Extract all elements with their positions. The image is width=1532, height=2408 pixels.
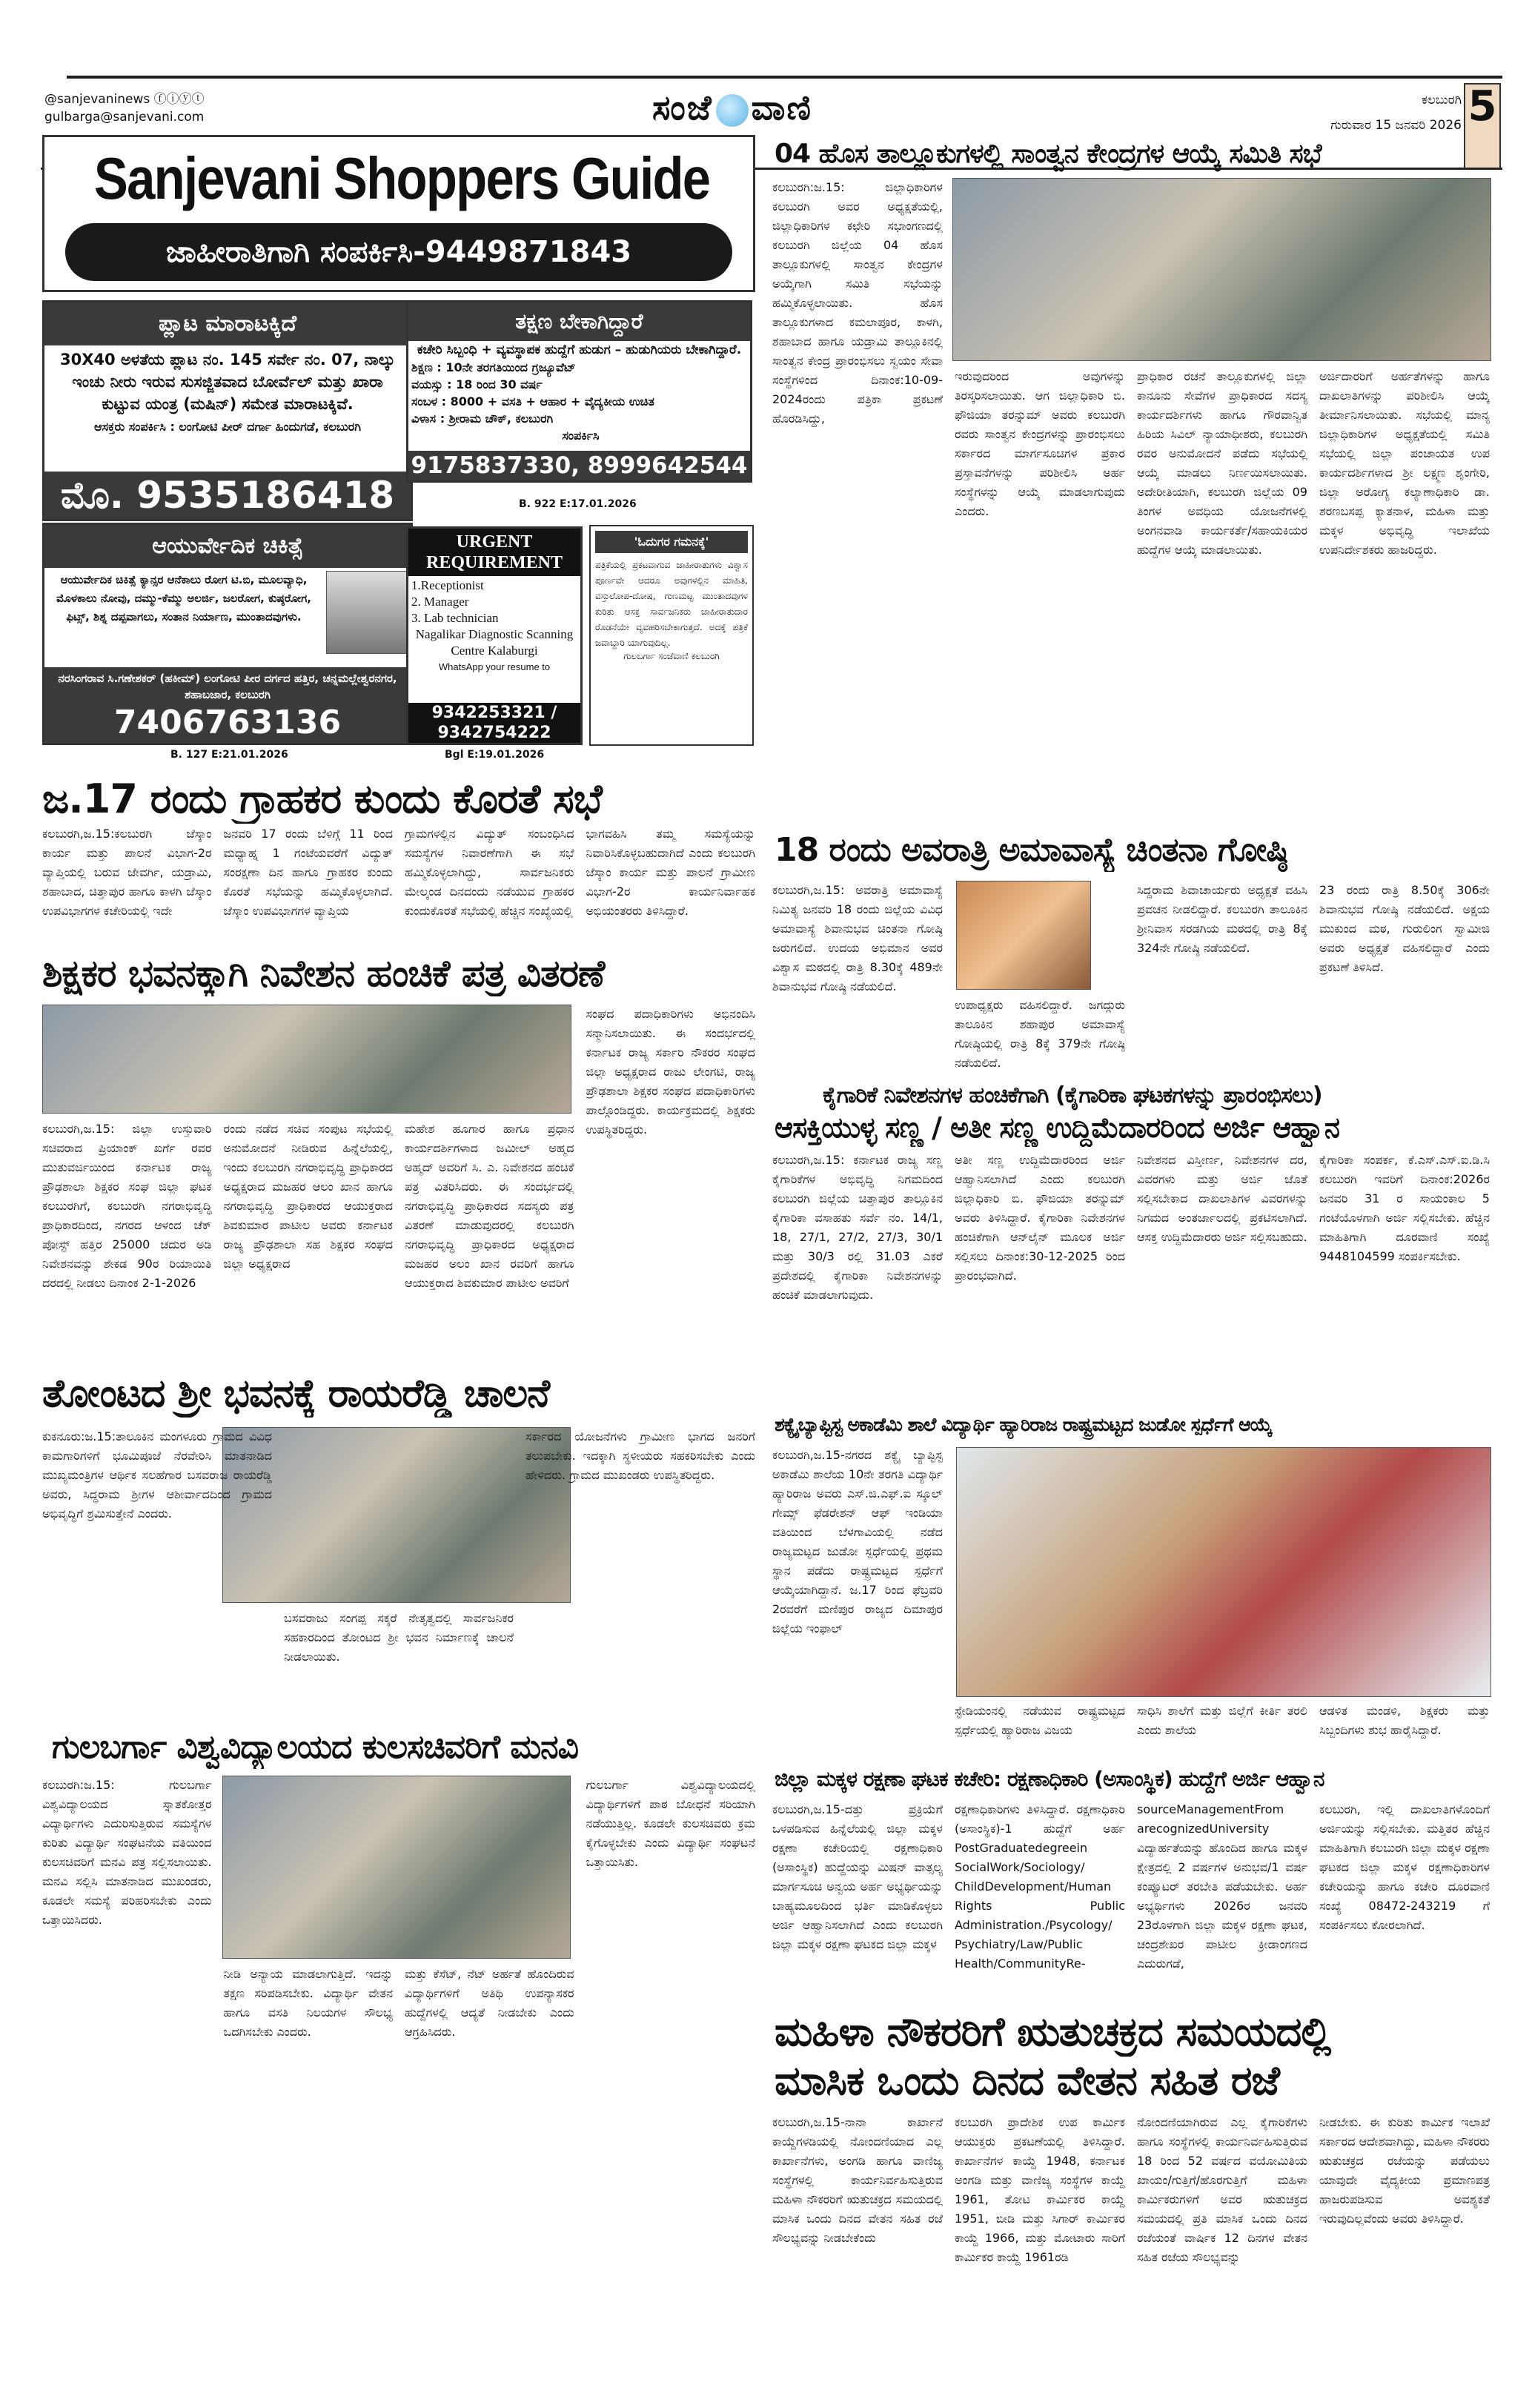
article-column: ಅರ್ಜಿದಾರರಿಗೆ ಅರ್ಹತೆಗಳನ್ನು ಹಾಗೂ ದಾಖಲಾತಿಗಳನ್ನು ಪರಿಶೀಲಿಸಿ ಆಯ್ಕೆ ತೀರ್ಮಾನಿಸಲಾಯಿತು. ಸಭೆಯಲ್ಲಿ ಮಾನ್ಯ ಜಿಲ್ಲಾಧಿಕಾರಿಗಳ ಅಧ್ಯಕ್ಷತೆಯಲ್ಲಿ ಸಮಿತಿ ಸಭೆಯಲ್ಲಿ ಜಿಲ್ಲಾ ಪಂಚಾಯತ ಉಪ ಕಾರ್ಯದರ್ಶಿಗಳಾದ ಶ್ರೀ ಲಕ್ಷ್ಮಣ ಶೃಂಗೇರಿ, ಜಿಲ್ಲಾ ಅರೋಗ್ಯ ಕಲ್ಯಾಣಾಧಿಕಾರಿ ಡಾ. ಶರಣಬಸಪ್ಪ ಕ್ಯಾತನಾಳ, ಮಹಿಳಾ ಮತ್ತು ಮಕ್ಕಳ ಅಭಿವೃದ್ಧಿ ಇಲಾಖೆಯ ಉಪನಿರ್ದೇಶಕರು ಹಾಜರಿದ್ದರು. — [1319, 369, 1490, 557]
headline: ಶಿಕ್ಷಕರ ಭವನಕ್ಕಾಗಿ ನಿವೇಶನ ಹಂಚಿಕೆ ಪತ್ರ ವಿತರಣೆ — [42, 952, 605, 995]
article-column: ಮತ್ತು ಕೆಸೆಟ್, ನೆಟ್ ಅರ್ಹತೆ ಹೊಂದಿರುವ ವಿದ್ಯಾರ್ಥಿಗಳಿಗೆ ಅತಿಥಿ ಉಪನ್ಯಾಸಕರ ಹುದ್ದೆಗಳಲ್ಲಿ ಆದ್ಯತೆ ನೀಡಬೇಕು ಎಂದು ಆಗ್ರಹಿಸಿದರು. — [405, 1967, 574, 2039]
article-column: ಸರ್ಕಾರದ ಯೋಜನೆಗಳು ಗ್ರಾಮೀಣ ಭಾಗದ ಜನರಿಗೆ ತಲುಪಬೇಕು. ಇದಕ್ಕಾಗಿ ಸ್ಥಳೀಯರು ಸಹಕರಿಸಬೇಕು ಎಂದು ಹೇಳಿದರು. ಗ್ರಾಮದ ಮುಖಂಡರು ಉಪಸ್ಥಿತರಿದ್ದರು. — [525, 1429, 755, 1482]
article-column: ಕಲಬುರಗಿ,ಜ.15:ಕಲಬುರಗಿ ಜೆಸ್ಕಾಂ ಕಾರ್ಯ ಮತ್ತು ಪಾಲನೆ ವಿಭಾಗ-2ರ ವ್ಯಾಪ್ತಿಯಲ್ಲಿ ಬರುವ ಜೇವರ್ಗಿ, ಯಡ್ರಾಮಿ, ಶಹಾಬಾದ, ಚಿತ್ತಾಪುರ ಹಾಗೂ ಕಾಳಗಿ ಜೆಸ್ಕಾಂ ಉಪವಿಭಾಗಗಳ ಕಚೇರಿಯಲ್ಲಿ ಇದೇ — [42, 827, 212, 918]
article-column: ನೀಡಬೇಕು. ಈ ಕುರಿತು ಕಾರ್ಮಿಕ ಇಲಾಖೆ ಸರ್ಕಾರದ ಆದೇಶವಾಗಿದ್ದು, ಮಹಿಳಾ ನೌಕರರು ಋತುಚಕ್ರದ ರಜೆಯನ್ನು ಪಡೆಯಲು ಯಾವುದೇ ವೈದ್ಯಕೀಯ ಪ್ರಮಾಣಪತ್ರ ಹಾಜರುಪಡಿಸುವ ಅವಶ್ಯಕತೆ ಇರುವುದಿಲ್ಲವೆಂದು ಅವರು ತಿಳಿಸಿದ್ದಾರೆ. — [1319, 2115, 1490, 2226]
article-column: ಕಲಬುರಗಿ,ಜ.15: ಅವರಾತ್ರಿ ಅಮಾವಾಸ್ಯೆ ನಿಮಿತ್ಯ ಜನವರಿ 18 ರಂದು ಜಿಲ್ಲೆಯ ವಿವಿಧ ಅಮಾವಾಸ್ಯೆ ಶಿವಾನುಭವ ಚಿಂತನಾ ಗೋಷ್ಠಿ ಜರುಗಲಿದೆ. ಉದಯ ಅಭಿಮಾನ ಅವರ ವಿಶ್ವಾಸ ಮಠದಲ್ಲಿ ರಾತ್ರಿ 8.30ಕ್ಕೆ 489ನೇ ಶಿವಾನುಭವ ಗೋಷ್ಠಿ ನಡೆಯಲಿದೆ. — [772, 883, 943, 993]
globe-icon — [716, 94, 749, 127]
article-column: ರಕ್ಷಣಾಧಿಕಾರಿಗಳು ತಿಳಿಸಿದ್ದಾರೆ. ರಕ್ಷಣಾಧಿಕಾರಿ (ಅಸಾಂಸ್ಥಿಕ)-1 ಹುದ್ದೆಗೆ ಅರ್ಹ PostGraduatedegreein SocialWork/Sociology/ ChildDevelopment/Human Rights Public Administration./Psycology/ Psychiatry/Law/Public Health/CommunityRe- — [955, 1802, 1125, 1971]
shoppers-guide-title: Sanjevani Shoppers Guide — [93, 145, 710, 211]
top-rule — [67, 76, 1502, 79]
ad-code: B. 922 E:17.01.2026 — [519, 498, 637, 510]
kicker: ಕೈಗಾರಿಕೆ ನಿವೇಶನಗಳ ಹಂಚಿಕೆಗಾಗಿ (ಕೈಗಾರಿಕಾ ಘಟಕಗಳನ್ನು ಪ್ರಾರಂಭಿಸಲು) — [823, 1082, 1322, 1108]
article-column: ಕಲಬುರಗಿ,ಜ.15: ಕರ್ನಾಟಕ ರಾಜ್ಯ ಸಣ್ಣ ಕೈಗಾರಿಕೆಗಳ ಅಭಿವೃದ್ಧಿ ನಿಗಮದಿಂದ ಕಲಬುರಗಿ ಜಿಲ್ಲೆಯ ಚಿತ್ತಾಪುರ ತಾಲ್ಲೂಕಿನ ಕೈಗಾರಿಕಾ ವಸಾಹತು ಸರ್ವೆ ನಂ. 14/1, 18, 27/1, 27/2, 27/3, 30/1 ಮತ್ತು 30/3 ರಲ್ಲಿ 31.03 ಎಕರೆ ಪ್ರದೇಶದಲ್ಲಿ ಕೈಗಾರಿಕಾ ನಿವೇಶನಗಳನ್ನು ಹಂಚಿಕೆ ಮಾಡಲಾಗುವುದು. — [772, 1153, 943, 1302]
masthead-contacts — [44, 90, 205, 126]
urgent-requirement-ad: URGENT REQUIREMENT 1.Receptionist 2. Manager 3. Lab technician Nagalikar Diagnostic Scanning Centre Kalaburgi WhatsApp your resume to 9342253321 / 9342754222 — [406, 526, 583, 745]
article-column: ಸಿದ್ದರಾಮ ಶಿವಾಚಾರ್ಯರು ಅಧ್ಯಕ್ಷತೆ ವಹಿಸಿ ಪ್ರವಚನ ನೀಡಲಿದ್ದಾರೆ. ಕಲಬುರಗಿ ತಾಲೂಕಿನ ಶ್ರೀನಿವಾಸ ಸರಡಗಿಯ ಮಠದಲ್ಲಿ ರಾತ್ರಿ 8ಕ್ಕೆ 324ನೇ ಗೋಷ್ಠಿ ನಡೆಯಲಿದೆ. — [1137, 883, 1307, 955]
article-column: ಬಸವರಾಜು ಸಂಗಪ್ಪ ಸಕ್ಕರೆ ನೇತೃತ್ವದಲ್ಲಿ ಸಾರ್ವಜನಿಕರ ಸಹಕಾರದಿಂದ ತೋಂಟದ ಶ್ರೀ ಭವನ ನಿರ್ಮಾಣಕ್ಕೆ ಚಾಲನೆ ನೀಡಲಾಯಿತು. — [284, 1611, 514, 1664]
date: ಗುರುವಾರ 15 ಜನವರಿ 2026 — [1330, 118, 1462, 133]
article-column: ಸಾಧಿಸಿ ಶಾಲೆಗೆ ಮತ್ತು ಜಿಲ್ಲೆಗೆ ಕೀರ್ತಿ ತರಲಿ ಎಂದು ಶಾಲೆಯ — [1137, 1704, 1307, 1737]
article-column: ಕಲಬುರಗಿ:ಜ.15: ಜಿಲ್ಲಾಧಿಕಾರಿಗಳ ಕಲಬುರಗಿ ಅವರ ಅಧ್ಯಕ್ಷತೆಯಲ್ಲಿ, ಜಿಲ್ಲಾಧಿಕಾರಿಗಳ ಕಛೇರಿ ಸಭಾಂಗಣದಲ್ಲಿ ಕಲಬುರಗಿ ಜಿಲ್ಲೆಯ 04 ಹೊಸ ತಾಲ್ಲೂಕುಗಳಲ್ಲಿ ಸಾಂತ್ವನ ಕೇಂದ್ರಗಳ ಅಯ್ಕೆಗಾಗಿ ಸಮಿತಿ ಸಭೆಯನ್ನು ಹಮ್ಮಿಕೊಳ್ಳಲಾಯಿತು. ಹೊಸ ತಾಲ್ಲೂಕುಗಳಾದ ಕಮಲಾಪೂರ, ಕಾಳಗಿ, ಶಹಾಬಾದ ಹಾಗೂ ಯಡ್ರಾಮಿ ತಾಲ್ಲೂಕಿನಲ್ಲಿ ಸಾಂತ್ವನ ಕೇಂದ್ರ ಪ್ರಾರಂಭಿಸಲು ಸ್ವಯಂ ಸೇವಾ ಸಂಸ್ಥೆಗಳಿಂದ ದಿನಾಂಕ:10-09-2024ರಂದು ಪತ್ರಿಕಾ ಪ್ರಕಟಣೆ ಹೊರಡಿಸಿದ್ದು, — [772, 180, 943, 426]
ayurveda-ad: ಆಯುರ್ವೇದಿಕ ಚಿಕಿತ್ಸೆ ಆಯುರ್ವೇದಿಕ ಚಿಕಿತ್ಸೆ ಕ್ಯಾನ್ಸರ ಆನೆಕಾಲು ರೋಗ ಟಿ.ಬಿ, ಮೂಲವ್ಯಾಧಿ, ಮೊಳಕಾಲು ನೋವು, ದಮ್ಮು-ಕೆಮ್ಮು ಅಲರ್ಜಿ, ಜಲರೋಗ, ಕುಷ್ಠರೋಗ, ಫಿಟ್ಸ್, ಶಿಶ್ನ ದಪ್ಪವಾಗಲು, ಸಂತಾನ ನಿರ್ಯಾಣ, ಮುಂತಾದವುಗಳು. ನರಸಿಂಗರಾವ ಸಿ.ಗಣೇಶಕರ್ (ಹಕೀಮ್) ಲಂಗೋಟಿ ಪೀರ ದರ್ಗದ ಹತ್ತಿರ, ಚನ್ನಮಲ್ಲೇಶ್ವರನಗರ, ಶಹಾಬಜಾರ, ಕಲಬುರಗಿ 7406763136 — [42, 523, 413, 745]
article-column: ಜನವರಿ 17 ರಂದು ಬೆಳಿಗ್ಗೆ 11 ರಿಂದ ಮಧ್ಯಾಹ್ನ 1 ಗಂಟೆಯವರೆಗೆ ವಿದ್ಯುತ್ ಸಂರಕ್ಷಣಾ ದಿನ ಹಾಗೂ ಗ್ರಾಹಕರ ಕುಂದು ಕೊರತೆ ಸಭೆಯನ್ನು ಹಮ್ಮಿಕೊಳ್ಳಲಾಗಿದೆ. ಜೆಸ್ಕಾಂ ಉಪವಿಭಾಗಗಳ ವ್ಯಾಪ್ತಿಯ — [223, 827, 393, 918]
article-column: ರಂದು ನಡೆದ ಸಚಿವ ಸಂಪುಟ ಸಭೆಯಲ್ಲಿ ಅನುಮೋದನೆ ನೀಡಿರುವ ಹಿನ್ನೆಲೆಯಲ್ಲಿ, ಇಂದು ಕಲಬುರಗಿ ನಗರಾಭಿವೃದ್ಧಿ ಪ್ರಾಧಿಕಾರದ ಅಧ್ಯಕ್ಷರಾದ ಮಜಹರ ಆಲಂ ಖಾನ ಹಾಗೂ ನಗರಾಭಿವೃದ್ಧಿ ಪ್ರಾಧಿಕಾರದ ಆಯುಕ್ತರಾದ ಶಿವಕುಮಾರ ಪಾಟೀಲ ಅವರು ಕರ್ನಾಟಕ ರಾಜ್ಯ ಪ್ರೌಢಶಾಲಾ ಸಹ ಶಿಕ್ಷಕರ ಸಂಘದ ಜಿಲ್ಲಾ ಅಧ್ಯಕ್ಷರಾದ — [223, 1122, 393, 1271]
article-column: ಕಲಬುರಗಿ, ಇಲ್ಲಿ ದಾಖಲಾತಿಗಳೊಂದಿಗೆ ಅರ್ಜಿಯನ್ನು ಸಲ್ಲಿಸಬೇಕು. ಮತ್ತಿತರ ಹೆಚ್ಚಿನ ಮಾಹಿತಿಗಾಗಿ ಕಲಬುರಗಿ ಜಿಲ್ಲಾ ಮಕ್ಕಳ ರಕ್ಷಣಾ ಘಟಕದ ಜಿಲ್ಲಾ ಮಕ್ಕಳ ರಕ್ಷಣಾಧಿಕಾರಿಗಳ ಕಚೇರಿಯನ್ನು ಹಾಗೂ ಕಚೇರಿ ದೂರವಾಣಿ ಸಂಖ್ಯೆ 08472-243219 ಗೆ ಸಂಪರ್ಕಿಸಲು ಕೋರಲಾಗಿದೆ. — [1319, 1802, 1490, 1932]
headline: 18 ರಂದು ಅವರಾತ್ರಿ ಅಮಾವಾಸ್ಯೆ ಚಿಂತನಾ ಗೋಷ್ಠಿ — [775, 831, 1288, 869]
article-column: ಇರುವುದರಿಂದ ಅವುಗಳನ್ನು ತಿರಸ್ಕರಿಸಲಾಯಿತು. ಆಗ ಜಿಲ್ಲಾಧಿಕಾರಿ ಬಿ. ಫೌಜಿಯಾ ತರನ್ನುಮ್ ಅವರು ಕಲಬುರಗಿ ರವರು ಸಾಂತ್ವನ ಕೇಂದ್ರಗಳನ್ನು ಪ್ರಾರಂಭಿಸಲು ಸರ್ಕಾರದ ಮಾರ್ಗಸೂಚಿಗಳ ಪ್ರಕಾರ ಪ್ರಸ್ತಾವನೆಗಳನ್ನು ಪರಿಶೀಲಿಸಿ ಅರ್ಹ ಸಂಸ್ಥೆಗಳನ್ನು ಆಯ್ಕೆ ಮಾಡಲಾಗುವುದು ಎಂದರು. — [955, 369, 1125, 518]
headline-line2: ಮಾಸಿಕ ಒಂದು ದಿನದ ವೇತನ ಸಹಿತ ರಜೆ — [775, 2057, 1279, 2104]
article-column: ಆಡಳಿತ ಮಂಡಳಿ, ಶಿಕ್ಷಕರು ಮತ್ತು ಸಿಬ್ಬಂದಿಗಳು ಶುಭ ಹಾರೈಸಿದ್ದಾರೆ. — [1319, 1704, 1490, 1737]
article-column: ಕಲಬುರಗಿ ಪ್ರಾದೇಶಿಕ ಉಪ ಕಾರ್ಮಿಕ ಆಯುಕ್ತರು ಪ್ರಕಟಣೆಯಲ್ಲಿ ತಿಳಿಸಿದ್ದಾರೆ. ಕಾರ್ಖಾನೆಗಳ ಕಾಯ್ದೆ 1948, ಕರ್ನಾಟಕ ಅಂಗಡಿ ಮತ್ತು ವಾಣಿಜ್ಯ ಸಂಸ್ಥೆಗಳ ಕಾಯ್ದೆ 1961, ತೋಟ ಕಾರ್ಮಿಕರ ಕಾಯ್ದೆ 1951, ಬೀಡಿ ಮತ್ತು ಸಿಗಾರ್ ಕಾರ್ಮಿಕರ ಕಾಯ್ದೆ 1966, ಮತ್ತು ಮೋಟಾರು ಸಾರಿಗೆ ಕಾರ್ಮಿಕರ ಕಾಯ್ದೆ 1961ರಡಿ — [955, 2115, 1125, 2264]
wanted-ad: ತಕ್ಷಣ ಬೇಕಾಗಿದ್ದಾರೆ ಕಚೇರಿ ಸಿಬ್ಬಂಧಿ + ವ್ಯವಸ್ಥಾಪಕ ಹುದ್ದೆಗೆ ಹುಡುಗ – ಹುಡುಗಿಯರು ಬೇಕಾಗಿದ್ದಾರೆ. ಶಿಕ್ಷಣ : 10ನೇ ತರಗತಿಯಿಂದ ಗ್ರಜ್ಯೂವೆಟ್ ವಯಸ್ಸು : 18 ರಿಂದ 30 ವರ್ಷ ಸಂಬಳ : 8000 + ವಸತಿ + ಆಹಾರ + ವೈದ್ಯಕೀಯ ಉಚಿತ ವಿಳಾಸ : ಶ್ರೀರಾಮ ಚೌಕ್, ಕಲಬುರಗಿ ಸಂಪರ್ಕಿಸಿ 9175837330, 8999642544 — [406, 300, 752, 483]
article-column: ಕಲಬುರಗಿ,ಜ.15-ದತ್ತು ಪ್ರಕ್ರಿಯೆಗೆ ಒಳಪಡಿಸುವ ಹಿನ್ನೆಲೆಯಲ್ಲಿ ಜಿಲ್ಲಾ ಮಕ್ಕಳ ರಕ್ಷಣಾ ಕಚೇರಿಯಲ್ಲಿ ರಕ್ಷಣಾಧಿಕಾರಿ (ಅಸಾಂಸ್ಥಿಕ) ಹುದ್ದೆಯನ್ನು ಮಿಷನ್ ವಾತ್ಸಲ್ಯ ಮಾರ್ಗಸೂಚಿ ಅನ್ವಯ ಅರ್ಹ ಅಭ್ಯರ್ಥಿಯನ್ನು ಬಾಹ್ಯಮೂಲದಿಂದ ಭರ್ತಿ ಮಾಡಿಕೊಳ್ಳಲು ಅರ್ಜಿ ಆಹ್ವಾನಿಸಲಾಗಿದೆ ಎಂದು ಕಲಬುರಗಿ ಜಿಲ್ಲಾ ಮಕ್ಕಳ ರಕ್ಷಣಾ ಘಟಕದ ಜಿಲ್ಲಾ ಮಕ್ಕಳ — [772, 1802, 943, 1951]
article-column: ಕಲಬುರಗಿ,ಜ.15: ಜಿಲ್ಲಾ ಉಸ್ತುವಾರಿ ಸಚಿವರಾದ ಪ್ರಿಯಾಂಕ್ ಖರ್ಗೆ ರವರ ಮುತುವರ್ಜಿಯಿಂದ ಕರ್ನಾಟಕ ರಾಜ್ಯ ಪ್ರೌಢಶಾಲಾ ಶಿಕ್ಷಕರ ಸಂಘ ಜಿಲ್ಲಾ ಘಟಕ ಕಲಬುರಗಿಗೆ, ಕಲಬುರಗಿ ನಗರಾಭಿವೃದ್ಧಿ ಪ್ರಾಧಿಕಾರದಿಂದ, ನಗರದ ಆಳಂದ ಚೆಕ್ ಪೋಸ್ಟ್ ಹತ್ತಿರ 25000 ಚದುರ ಅಡಿ ನಿವೇಶನವನ್ನು ಶೇಕಡ 90ರ ರಿಯಾಯಿತಿ ದರದಲ್ಲಿ ನೀಡಲು ದಿನಾಂಕ 2-1-2026 — [42, 1122, 212, 1290]
article-column: ಗ್ರಾಮಗಳಲ್ಲಿನ ವಿದ್ಯುತ್ ಸಂಬಂಧಿಸಿದ ಸಮಸ್ಯೆಗಳ ನಿವಾರಣೆಗಾಗಿ ಈ ಸಭೆ ಹಮ್ಮಿಕೊಳ್ಳಲಾಗಿದ್ದು, ಸಾರ್ವಜನಿಕರು ಮೇಲ್ಕಂಡ ದಿನದಂದು ನಡೆಯುವ ಗ್ರಾಹಕರ ಕುಂದುಕೊರತೆ ಸಭೆಯಲ್ಲಿ ಹೆಚ್ಚಿನ ಸಂಖ್ಯೆಯಲ್ಲಿ — [405, 827, 574, 918]
article-column: ಕೈಗಾರಿಕಾ ಸಂಪರ್ಕ, ಕೆ.ಎಸ್.ಎಸ್.ಐ.ಡಿ.ಸಿ ಕಲಬುರಗಿ ಇವರಿಗೆ ದಿನಾಂಕ:2026ರ ಜನವರಿ 31 ರ ಸಾಯಂಕಾಲ 5 ಗಂಟೆಯೊಳಗಾಗಿ ಅರ್ಜಿ ಸಲ್ಲಿಸಬೇಕು. ಹೆಚ್ಚಿನ ಮಾಹಿತಿಗಾಗಿ ದೂರವಾಣಿ ಸಂಖ್ಯೆ 9448104599 ಸಂಪರ್ಕಿಸಬೇಕು. — [1319, 1153, 1490, 1263]
article-column: ಅತೀ ಸಣ್ಣ ಉದ್ದಿಮೆದಾರರಿಂದ ಅರ್ಜಿ ಆಹ್ವಾನಿಸಲಾಗಿದೆ ಎಂದು ಕಲಬುರಗಿ ಜಿಲ್ಲಾಧಿಕಾರಿ ಬಿ. ಫೌಜಿಯಾ ತರನ್ನುಮ್ ಅವರು ತಿಳಿಸಿದ್ದಾರೆ. ಕೈಗಾರಿಕಾ ನಿವೇಶನಗಳ ಹಂಚಿಕೆಗಾಗಿ ಆನ್‍ಲೈನ್ ಮೂಲಕ ಅರ್ಜಿ ಸಲ್ಲಿಸಲು ದಿನಾಂಕ:30-12-2025 ರಿಂದ ಪ್ರಾರಂಭವಾಗಿದೆ. — [955, 1153, 1125, 1283]
newspaper-logo: ಸಂಜೆ ವಾಣಿ — [652, 87, 812, 128]
doctor-photo — [326, 571, 408, 654]
article-column: sourceManagementFrom arecognizedUniversity ವಿದ್ಯಾರ್ಹತೆಯನ್ನು ಹೊಂದಿದ ಹಾಗೂ ಮಕ್ಕಳ ಕ್ಷೇತ್ರದಲ್ಲಿ 2 ವರ್ಷಗಳ ಅನುಭವ/1 ವರ್ಷ ಕಂಪ್ಯೂಟರ್ ತರಬೇತಿ ಪಡೆಯಬೇಕು. ಅರ್ಹ ಅಭ್ಯರ್ಥಿಗಳು 2026ರ ಜನವರಿ 23ರೊಳಗಾಗಿ ಜಿಲ್ಲಾ ಮಕ್ಕಳ ರಕ್ಷಣಾ ಘಟಕ, ಚಂದ್ರಶೇಖರ ಪಾಟೀಲ ಕ್ರೀಡಾಂಗಣದ ಎದುರುಗಡೆ, — [1137, 1802, 1307, 1971]
email: gulbarga@sanjevani.com — [44, 110, 205, 125]
headline: ಗುಲಬರ್ಗಾ ವಿಶ್ವವಿದ್ಯಾಲಯದ ಕುಲಸಚಿವರಿಗೆ ಮನವಿ — [52, 1728, 578, 1766]
article-column: ನಿವೇಶನದ ವಿಸ್ತೀರ್ಣ, ನಿವೇಶನಗಳ ದರ, ವಿವರಗಳು ಮತ್ತು ಅರ್ಜಿ ಜೊತೆ ಸಲ್ಲಿಸಬೇಕಾದ ದಾಖಲಾತಿಗಳ ವಿವರಗಳನ್ನು ನಿಗಮದ ಅಂತರ್ಜಾಲದಲ್ಲಿ ಪ್ರಕಟಿಸಲಾಗಿದೆ. ಆಸಕ್ತ ಉದ್ದಿಮೆದಾರರು ಅರ್ಜಿ ಸಲ್ಲಿಸಬಹುದು. — [1137, 1153, 1307, 1244]
headline: ಮಹಿಳಾ ನೌಕರರಿಗೆ ಋತುಚಕ್ರದ ಸಮಯದಲ್ಲಿ — [775, 2008, 1331, 2055]
article-column: ಕಲಬುರಗಿ,ಜ.15-ನಗರದ ಶಕ್ಯೈ ಬ್ಯಾಪ್ಟಿಸ್ಟ ಅಕಾಡೆಮಿ ಶಾಲೆಯ 10ನೇ ತರಗತಿ ವಿದ್ಯಾರ್ಥಿ ಹ್ಯಾರಿರಾಜ ಅವರು ಎಸ್.ಜಿ.ಎಫ್.ಐ ಸ್ಕೂಲ್ ಗೇಮ್ಸ್ ಫೆಡರೇಶನ್ ಆಫ್ ಇಂಡಿಯಾ ವತಿಯಿಂದ ಬೆಳಗಾವಿಯಲ್ಲಿ ನಡೆದ ರಾಜ್ಯಮಟ್ಟದ ಜುಡೋ ಸ್ಪರ್ಧೆಯಲ್ಲಿ ಪ್ರಥಮ ಸ್ಥಾನ ಪಡೆದು ರಾಷ್ಟ್ರಮಟ್ಟದ ಸ್ಪರ್ಧೆಗೆ ಆಯ್ಕೆಯಾಗಿದ್ದಾನೆ. ಜ.17 ರಿಂದ ಫೆಬ್ರವರಿ 2ರವರೆಗೆ ಮಣಿಪುರ ರಾಜ್ಯದ ದಿಮಾಪುರ ಜಿಲ್ಲೆಯ ಇಂಫಾಲ್ — [772, 1448, 943, 1635]
headline: ಆಸಕ್ತಿಯುಳ್ಳ ಸಣ್ಣ / ಅತೀ ಸಣ್ಣ ಉದ್ದಿಮೆದಾರರಿಂದ ಅರ್ಜಿ ಆಹ್ವಾನ — [775, 1111, 1340, 1144]
article-column: ಕಲಬುರಗಿ:ಜ.15: ಗುಲಬರ್ಗಾ ವಿಶ್ವವಿದ್ಯಾಲಯದ ಸ್ನಾತಕೋತ್ತರ ವಿದ್ಯಾರ್ಥಿಗಳು ಎದುರಿಸುತ್ತಿರುವ ಸಮಸ್ಯೆಗಳ ಕುರಿತು ವಿದ್ಯಾರ್ಥಿ ಸಂಘಟನೆಯ ವತಿಯಿಂದ ಕುಲಸಚಿವರಿಗೆ ಮನವಿ ಪತ್ರ ಸಲ್ಲಿಸಲಾಯಿತು. ಮನವಿ ಸಲ್ಲಿಸಿ ಮಾತನಾಡಿದ ಮುಖಂಡರು, ಕೂಡಲೇ ಸಮಸ್ಯೆ ಪರಿಹರಿಸಬೇಕು ಎಂದು ಒತ್ತಾಯಿಸಿದರು. — [42, 1778, 212, 1927]
headline: 04 ಹೊಸ ತಾಲ್ಲೂಕುಗಳಲ್ಲಿ ಸಾಂತ್ವನ ಕೇಂದ್ರಗಳ ಆಯ್ಕೆ ಸಮಿತಿ ಸಭೆ — [775, 139, 1322, 169]
article-column: ಸಂಘದ ಪದಾಧಿಕಾರಿಗಳು ಅಭಿನಂದಿಸಿ ಸನ್ಮಾನಿಸಲಾಯಿತು. ಈ ಸಂದರ್ಭದಲ್ಲಿ ಕರ್ನಾಟಕ ರಾಜ್ಯ ಸರ್ಕಾರಿ ನೌಕರರ ಸಂಘದ ಜಿಲ್ಲಾ ಅಧ್ಯಕ್ಷರಾದ ರಾಜು ಲೇಂಗಟಿ, ರಾಜ್ಯ ಪ್ರೌಢಶಾಲಾ ಶಿಕ್ಷಕರ ಸಂಘದ ಪದಾಧಿಕಾರಿಗಳು ಪಾಲ್ಗೊಂಡಿದ್ದರು. ಕಾರ್ಯಕ್ರಮದಲ್ಲಿ ಶಿಕ್ಷಕರು ಉಪಸ್ಥಿತರಿದ್ದರು. — [586, 1007, 755, 1137]
article-column: ಗುಲಬರ್ಗಾ ವಿಶ್ವವಿದ್ಯಾಲಯದಲ್ಲಿ ವಿದ್ಯಾರ್ಥಿಗಳಿಗೆ ಪಾಠ ಬೋಧನೆ ಸರಿಯಾಗಿ ನಡೆಯುತ್ತಿಲ್ಲ. ಕೂಡಲೇ ಕುಲಸಚಿವರು ಕ್ರಮ ಕೈಗೊಳ್ಳಬೇಕು ಎಂದು ವಿದ್ಯಾರ್ಥಿ ಸಂಘಟನೆ ಒತ್ತಾಯಿಸಿತು. — [586, 1778, 755, 1869]
page-number: 5 — [1464, 83, 1501, 169]
ad-code: B. 127 E:21.01.2026 — [170, 749, 288, 761]
article-column: ಉಪಾಧ್ಯಕ್ಷರು ವಹಿಸಲಿದ್ದಾರೆ. ಜಗದ್ಗುರು ತಾಲೂಕಿನ ಶಹಾಪುರ ಅಮಾವಾಸ್ಯೆ ಗೋಷ್ಠಿಯಲ್ಲಿ ರಾತ್ರಿ 8ಕ್ಕೆ 379ನೇ ಗೋಷ್ಠಿ ನಡೆಯಲಿದೆ. — [955, 998, 1125, 1070]
shoppers-guide-ad — [42, 135, 755, 292]
article-column: ಕಲಬುರಗಿ,ಜ.15-ನಾನಾ ಕಾರ್ಖಾನೆ ಕಾಯ್ದೆಗಳಡಿಯಲ್ಲಿ ನೋಂದಣಿಯಾದ ಎಲ್ಲ ಕಾರ್ಖಾನೆಗಳು, ಅಂಗಡಿ ಹಾಗೂ ವಾಣಿಜ್ಯ ಸಂಸ್ಥೆಗಳಲ್ಲಿ ಕಾರ್ಯನಿರ್ವಹಿಸುತ್ತಿರುವ ಮಹಿಳಾ ನೌಕರರಿಗೆ ಋತುಚಕ್ರದ ಸಮಯದಲ್ಲಿ ಮಾಸಿಕ ಒಂದು ದಿನದ ವೇತನ ಸಹಿತ ರಜೆ ಸೌಲಭ್ಯವನ್ನು ನೀಡಬೇಕೆಂದು — [772, 2115, 943, 2245]
city: ಕಲಬುರಗಿ — [1422, 93, 1462, 108]
article-column: ನೀಡಿ ಅನ್ಯಾಯ ಮಾಡಲಾಗುತ್ತಿದೆ. ಇದನ್ನು ತಕ್ಷಣ ಸರಿಪಡಿಸಬೇಕು. ವಿದ್ಯಾರ್ಥಿ ವೇತನ ಹಾಗೂ ವಸತಿ ನಿಲಯಗಳ ಸೌಲಭ್ಯ ಒದಗಿಸಬೇಕು ಎಂದರು. — [223, 1967, 393, 2039]
headline: ತೋಂಟದ ಶ್ರೀ ಭವನಕ್ಕೆ ರಾಯರೆಡ್ಡಿ ಚಾಲನೆ — [42, 1372, 550, 1416]
readers-notice: 'ಓದುಗರ ಗಮನಕ್ಕೆ' ಪತ್ರಿಕೆಯಲ್ಲಿ ಪ್ರಕಟವಾಗುವ ಜಾಹೀರಾತುಗಳು ವಿಶ್ವಾಸ ಪೂರ್ಣವೇ ಆದರೂ ಅವುಗಳಲ್ಲಿನ ಮಾಹಿತಿ, ವಸ್ತುಲೋಪ-ದೋಷ, ಗುಣಮಟ್ಟ ಮುಂತಾದವುಗಳ ಕುರಿತು ಆಸಕ್ತ ಸಾರ್ವಜನಿಕರು ಜಾಹೀರಾತುದಾರ ರೊಡನೆಯೇ ವ್ಯವಹರಿಸಬೇಕಾಗುತ್ತದೆ. ಅದಕ್ಕೆ ಪತ್ರಿಕೆ ಜವಾಬ್ದಾರಿ ಯಾಗುವುದಿಲ್ಲ. ಗುಲಬರ್ಗಾ ಸಂಜೆವಾಣಿ ಕಲಬುರಗಿ — [589, 525, 754, 746]
article-column: ಸ್ಟೇಡಿಯಂನಲ್ಲಿ ನಡೆಯುವ ರಾಷ್ಟ್ರಮಟ್ಟದ ಸ್ಪರ್ಧೆಯಲ್ಲಿ ಹ್ಯಾರಿರಾಜ ವಿಜಯ — [955, 1704, 1125, 1737]
plot-sale-ad: ಪ್ಲಾಟ ಮಾರಾಟಕ್ಕಿದೆ 30X40 ಅಳತೆಯ ಪ್ಲಾಟ ನಂ. 145 ಸರ್ವೇ ನಂ. 07, ನಾಲ್ಕು ಇಂಚು ನೀರು ಇರುವ ಸುಸಜ್ಜಿತವಾದ ಬೋರ್ವೆಲ್ ಮತ್ತು ಖಾರಾ ಕುಟ್ಟುವ ಯಂತ್ರ (ಮಷಿನ್) ಸಮೇತ ಮಾರಾಟಕ್ಕಿವೆ. ಆಸಕ್ತರು ಸಂಪರ್ಕಿಸಿ : ಲಂಗೋಟಿ ಪೀರ್ ದರ್ಗಾ ಹಿಂದುಗಡೆ, ಕಲಬುರಗಿ ಮೊ. 9535186418 — [42, 300, 413, 521]
article-column: ಕುಕನೂರು:ಜ.15:ತಾಲೂಕಿನ ಮಂಗಳೂರು ಗ್ರಾಮದ ವಿವಿಧ ಕಾಮಗಾರಿಗಳಿಗೆ ಭೂಮಿಪೂಜೆ ನೆರವೇರಿಸಿ ಮಾತನಾಡಿದ ಮುಖ್ಯಮಂತ್ರಿಗಳ ಆರ್ಥಿಕ ಸಲಹೆಗಾರ ಬಸವರಾಜ ರಾಯರೆಡ್ಡಿ ಅವರು, ಸಿದ್ಧರಾಮ ಶ್ರೀಗಳ ಆಶೀರ್ವಾದದಿಂದ ಗ್ರಾಮದ ಅಭಿವೃದ್ಧಿಗೆ ಶ್ರಮಿಸುತ್ತೇನೆ ಎಂದರು. — [42, 1429, 272, 1521]
article-column: ಪ್ರಾಧಿಕಾರ ರಚನೆ ತಾಲ್ಲೂಕುಗಳಲ್ಲಿ ಜಿಲ್ಲಾ ಕಾನೂನು ಸೇವೆಗಳ ಪ್ರಾಧಿಕಾರದ ಸದಸ್ಯ ಕಾರ್ಯದರ್ಶಿಗಳು ಹಾಗೂ ಗೌರವಾನ್ವಿತ ಹಿರಿಯ ಸಿವಿಲ್ ನ್ಯಾಯಾಧೀಶರು, ಕಲಬುರಗಿ ರವರ ಅನುಮೋದನೆ ಪಡೆದು ಸಭೆಯಲ್ಲಿ ಆಯ್ಕೆ ಮಾಡಲು ನಿರ್ಣಯಿಸಲಾಯಿತು. ಅದೇರೀತಿಯಾಗಿ, ಕಲಬುರಗಿ ಜಿಲ್ಲೆಯ 09 ತಿಂಗಳ ಅವಧಿಯ ಯೋಜನೆಗಳಲ್ಲಿ ಅಂಗನವಾಡಿ ಕಾರ್ಯಕರ್ತೆ/ಸಹಾಯಕಿಯರ ಹುದ್ದೆಗಳ ಆಯ್ಕೆ ಮಾಡಲಾಯಿತು. — [1137, 369, 1307, 557]
social-icons: ⓕⓘⓨⓣ — [153, 92, 205, 107]
ad-code: Bgl E:19.01.2026 — [445, 749, 545, 761]
ad-contact-banner: ಜಾಹೀರಾತಿಗಾಗಿ ಸಂಪರ್ಕಿಸಿ-9449871843 — [65, 223, 732, 281]
headline: ಜಿಲ್ಲಾ ಮಕ್ಕಳ ರಕ್ಷಣಾ ಘಟಕ ಕಚೇರಿ: ರಕ್ಷಣಾಧಿಕಾರಿ (ಅಸಾಂಸ್ಥಿಕ) ಹುದ್ದೆಗೆ ಅರ್ಜಿ ಆಹ್ವಾನ — [775, 1767, 1324, 1791]
headline: ಶಕ್ಯೈಬ್ಯಾಪ್ಟಿಸ್ಟ ಅಕಾಡೆಮಿ ಶಾಲೆ ವಿದ್ಯಾರ್ಥಿ ಹ್ಯಾರಿರಾಜ ರಾಷ್ಟ್ರಮಟ್ಟದ ಜುಡೋ ಸ್ಪರ್ಧೆಗೆ ಆಯ್ಕೆ — [775, 1414, 1272, 1435]
masthead-date — [1330, 87, 1462, 138]
article-column: ಭಾಗವಹಿಸಿ ತಮ್ಮ ಸಮಸ್ಯೆಯನ್ನು ನಿವಾರಿಸಿಕೊಳ್ಳಬಹುದಾಗಿದೆ ಎಂದು ಕಲಬುರಗಿ ಜೆಸ್ಕಾಂ ಕಾರ್ಯ ಮತ್ತು ಪಾಲನೆ ಗ್ರಾಮೀಣ ವಿಭಾಗ-2ರ ಕಾರ್ಯನಿರ್ವಾಹಕ ಅಭಿಯಂತರರು ತಿಳಿಸಿದ್ದಾರೆ. — [586, 827, 755, 918]
headline: ಜ.17 ರಂದು ಗ್ರಾಹಕರ ಕುಂದು ಕೊರತೆ ಸಭೆ — [42, 775, 602, 822]
social-handle: @sanjevaninews — [44, 92, 150, 107]
article-column: 23 ರಂದು ರಾತ್ರಿ 8.50ಕ್ಕೆ 306ನೇ ಶಿವಾನುಭವ ಗೋಷ್ಠಿ ನಡೆಯಲಿದೆ. ಅಕ್ಷಯ ಮುಕುಂದ ಮಠ, ಗುರುಲಿಂಗ ಸ್ವಾಮೀಜಿ ಅವರು ಅಧ್ಯಕ್ಷತೆ ವಹಿಸಲಿದ್ದಾರೆ ಎಂದು ಪ್ರಕಟಣೆ ತಿಳಿಸಿದೆ. — [1319, 883, 1490, 974]
article-column: ಮಹೇಶ ಹೂಗಾರ ಹಾಗೂ ಪ್ರಧಾನ ಕಾರ್ಯದರ್ಶಿಗಳಾದ ಜಮೀಲ್ ಅಹ್ಮದ ಅಹ್ಮದ್ ಅವರಿಗೆ ಸಿ. ಎ. ನಿವೇಶನದ ಹಂಚಿಕೆ ಪತ್ರ ವಿತರಿಸಿದರು. ಈ ಸಂದರ್ಭದಲ್ಲಿ ನಗರಾಭಿವೃದ್ಧಿ ಪ್ರಾಧಿಕಾರದ ಸದಸ್ಯರು ಪತ್ರ ವಿತರಣೆ ಮಾಡುವುದರಲ್ಲಿ ಕಲಬುರಗಿ ನಗರಾಭಿವೃದ್ಧಿ ಪ್ರಾಧಿಕಾರದ ಅಧ್ಯಕ್ಷರಾದ ಮಜಹರ ಅಲಂ ಖಾನ ರವರಿಗೆ ಹಾಗೂ ಆಯುಕ್ತರಾದ ಶಿವಕುಮಾರ ಪಾಟೀಲ ಅವರಿಗೆ — [405, 1122, 574, 1290]
article-column: ನೋಂದಣಿಯಾಗಿರುವ ಎಲ್ಲ ಕೈಗಾರಿಕೆಗಳು ಹಾಗೂ ಸಂಸ್ಥೆಗಳಲ್ಲಿ ಕಾರ್ಯನಿರ್ವಹಿಸುತ್ತಿರುವ 18 ರಿಂದ 52 ವರ್ಷದ ವಯೋಮಿತಿಯ ಖಾಯಂ/ಗುತ್ತಿಗೆ/ಹೊರಗುತ್ತಿಗೆ ಮಹಿಳಾ ಕಾರ್ಮಿಕರುಗಳಿಗೆ ಅವರ ಋತುಚಕ್ರದ ಸಮಯದಲ್ಲಿ ಪ್ರತಿ ಮಾಸಿಕ ಒಂದು ದಿನದ ರಜೆಯಂತೆ ವಾರ್ಷಿಕ 12 ದಿನಗಳ ವೇತನ ಸಹಿತ ರಜೆಯ ಸೌಲಭ್ಯವನ್ನು — [1137, 2115, 1307, 2264]
